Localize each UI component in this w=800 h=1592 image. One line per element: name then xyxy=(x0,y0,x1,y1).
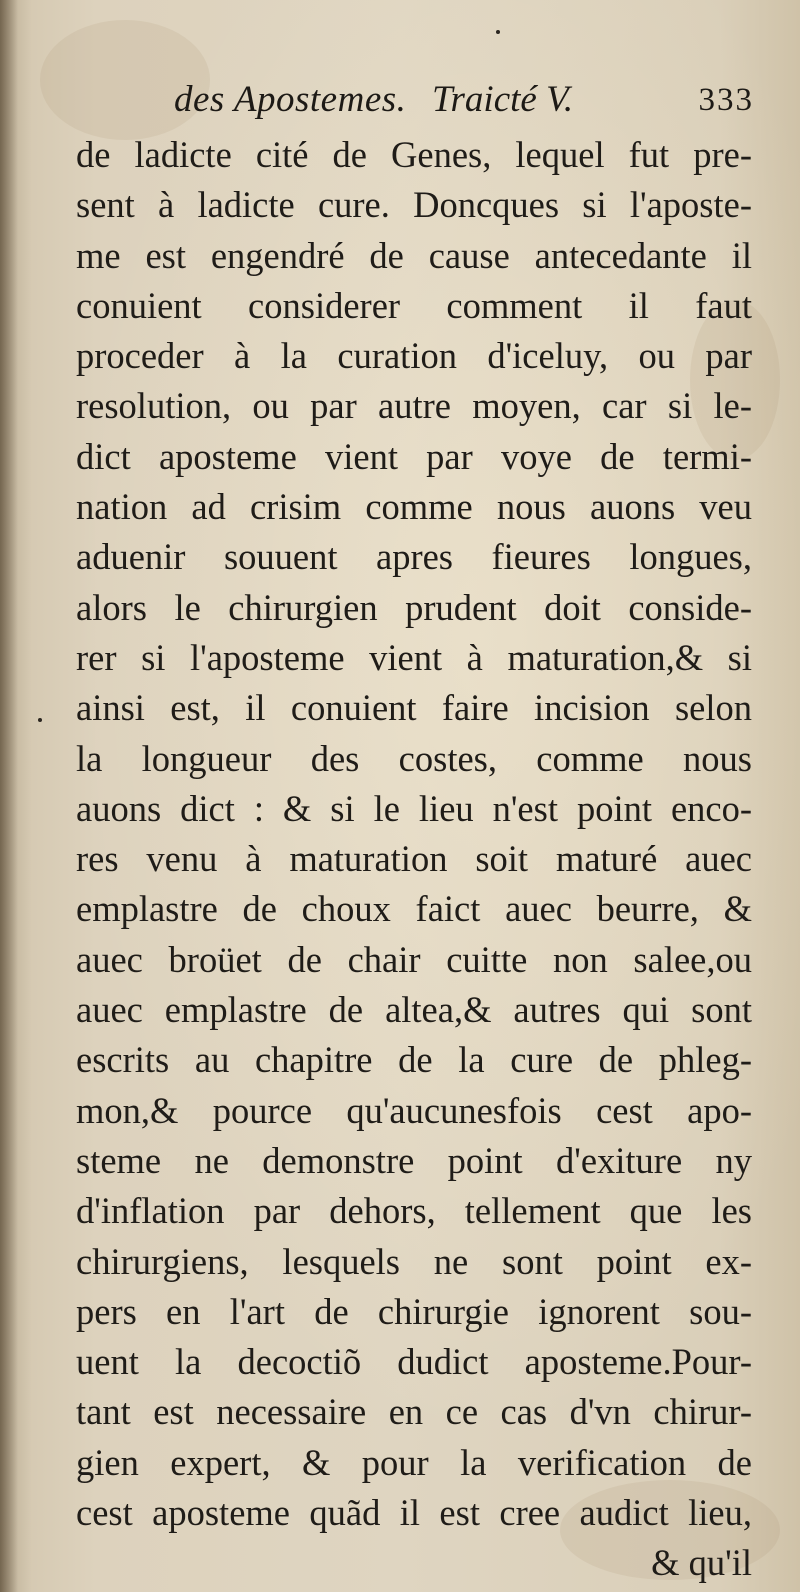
text-line: uent la decoctiõ dudict aposteme.Pour- xyxy=(76,1341,752,1383)
text-line: nation ad crisim comme nous auons veu xyxy=(76,486,752,528)
ink-speck xyxy=(496,30,500,34)
text-line: la longueur des costes, comme nous xyxy=(76,737,752,779)
binding-shadow xyxy=(0,0,18,1592)
text-line: ainsi est, il conuient faire incision selon xyxy=(76,687,752,729)
page-number: 333 xyxy=(698,82,754,118)
text-line: resolution, ou par autre moyen, car si le- xyxy=(76,385,752,427)
running-head-title: des Apostemes. xyxy=(174,79,407,120)
text-line: mon,& pource qu'aucunesfois cest apo- xyxy=(76,1089,752,1131)
text-line: gien expert, & pour la verification de xyxy=(76,1441,752,1483)
text-line: tant est necessaire en ce cas d'vn chirur- xyxy=(76,1391,752,1433)
text-line: proceder à la curation d'iceluy, ou par xyxy=(76,335,752,377)
text-line: steme ne demonstre point d'exiture ny xyxy=(76,1139,752,1181)
text-line: d'inflation par dehors, tellement que les xyxy=(76,1190,752,1232)
ink-speck xyxy=(38,718,42,722)
text-line: auons dict : & si le lieu n'est point enco- xyxy=(76,787,752,829)
text-line: pers en l'art de chirurgie ignorent sou- xyxy=(76,1290,752,1332)
text-line: sent à ladicte cure. Doncques si l'aposte- xyxy=(76,184,752,226)
text-line: emplastre de choux faict auec beurre, & xyxy=(76,888,752,930)
text-line: dict aposteme vient par voye de termi- xyxy=(76,435,752,477)
text-line: conuient considerer comment il faut xyxy=(76,284,752,326)
text-line: escrits au chapitre de la cure de phleg- xyxy=(76,1039,752,1081)
text-line: de ladicte cité de Genes, lequel fut pre- xyxy=(76,134,752,175)
text-line: alors le chirurgien prudent doit conside- xyxy=(76,586,752,628)
catchword: & qu'il xyxy=(651,1542,752,1584)
text-line: chirurgiens, lesquels ne sont point ex- xyxy=(76,1240,752,1282)
text-line: aduenir souuent apres fieures longues, xyxy=(76,536,752,578)
text-line: auec broüet de chair cuitte non salee,ou xyxy=(76,938,752,980)
text-line: res venu à maturation soit maturé auec xyxy=(76,838,752,880)
running-head xyxy=(76,70,756,126)
text-line: rer si l'aposteme vient à maturation,& si xyxy=(76,636,752,678)
body-text xyxy=(76,130,752,1589)
text-line: me est engendré de cause antecedante il xyxy=(76,234,752,276)
text-line: cest aposteme quãd il est cree audict lieu, xyxy=(76,1492,752,1534)
running-head-section: Traicté V. xyxy=(432,79,574,120)
text-line: auec emplastre de altea,& autres qui sont xyxy=(76,989,752,1031)
